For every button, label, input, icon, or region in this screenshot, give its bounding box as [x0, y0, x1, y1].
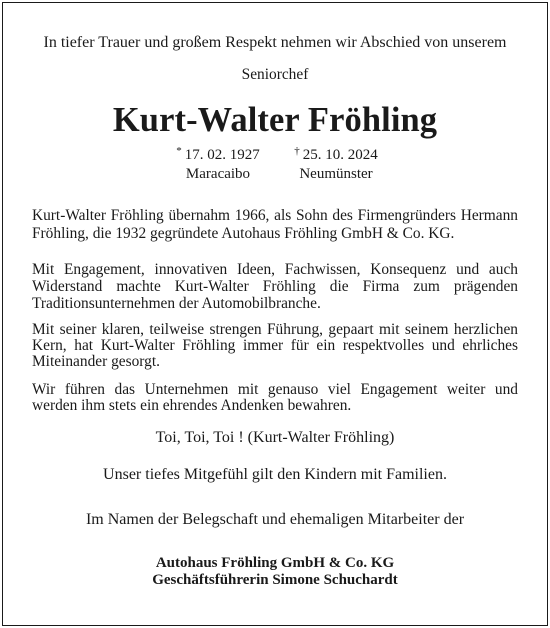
- birth-symbol: *: [176, 145, 182, 157]
- condolence-text: Unser tiefes Mitgefühl gilt den Kindern mit Familien.: [103, 466, 447, 483]
- birth-place: Maracaibo: [185, 166, 251, 182]
- paragraph-3: [32, 322, 518, 370]
- signature-block: [0, 555, 550, 589]
- paragraph-4: [32, 382, 518, 414]
- death-date-line: [276, 146, 396, 165]
- deceased-name: Kurt-Walter Fröhling: [112, 101, 438, 139]
- paragraph-1: [32, 207, 518, 243]
- paragraph-line: Fröhling, die 1932 gegründete Autohaus Fröhling GmbH & Co. KG.: [32, 225, 455, 242]
- paragraph-line: Mit seiner klaren, teilweise strengen Führung, gepaart mit seinem herzlichen: [32, 321, 518, 338]
- paragraph-line: Kern, hat Kurt-Walter Fröhling immer für ein respektvolles und ehrliches: [32, 337, 518, 354]
- paragraph-line: Widerstand machte Kurt-Walter Fröhling die Firma zum prägenden: [32, 278, 518, 295]
- death-place: Neumünster: [299, 166, 373, 182]
- paragraph-line: Traditionsunternehmen der Automobilbranche.: [32, 295, 321, 312]
- notice-border: [2, 2, 548, 626]
- paragraph-line: Kurt-Walter Fröhling übernahm 1966, als Sohn des Firmengründers Hermann: [32, 207, 518, 224]
- death-date: 25. 10. 2024: [302, 147, 378, 163]
- paragraph-line: werden ihm stets ein ehrendes Andenken bewahren.: [32, 397, 352, 414]
- death-symbol: †: [294, 145, 300, 157]
- quote-text: Toi, Toi, Toi ! (Kurt-Walter Fröhling): [155, 429, 395, 446]
- managing-director: Geschäftsführerin Simone Schuchardt: [152, 572, 398, 588]
- birth-date: 17. 02. 1927: [184, 147, 260, 163]
- death-info: [276, 146, 396, 183]
- company-name: Autohaus Fröhling GmbH & Co. KG: [155, 555, 395, 571]
- intro-text: In tiefer Trauer und großem Respekt nehmen wir Abschied von unserem: [43, 34, 507, 51]
- role-label: Seniorchef: [241, 66, 309, 83]
- paragraph-2: [32, 261, 518, 312]
- birth-date-line: [158, 146, 278, 165]
- paragraph-line: Mit Engagement, innovativen Ideen, Fachwissen, Konsequenz und auch: [32, 261, 518, 278]
- on-behalf-text: Im Namen der Belegschaft und ehemaligen Mitarbeiter der: [85, 511, 465, 528]
- paragraph-line: Wir führen das Unternehmen mit genauso viel Engagement weiter und: [32, 381, 518, 398]
- birth-info: [158, 146, 278, 183]
- paragraph-line: Miteinander gesorgt.: [32, 353, 160, 370]
